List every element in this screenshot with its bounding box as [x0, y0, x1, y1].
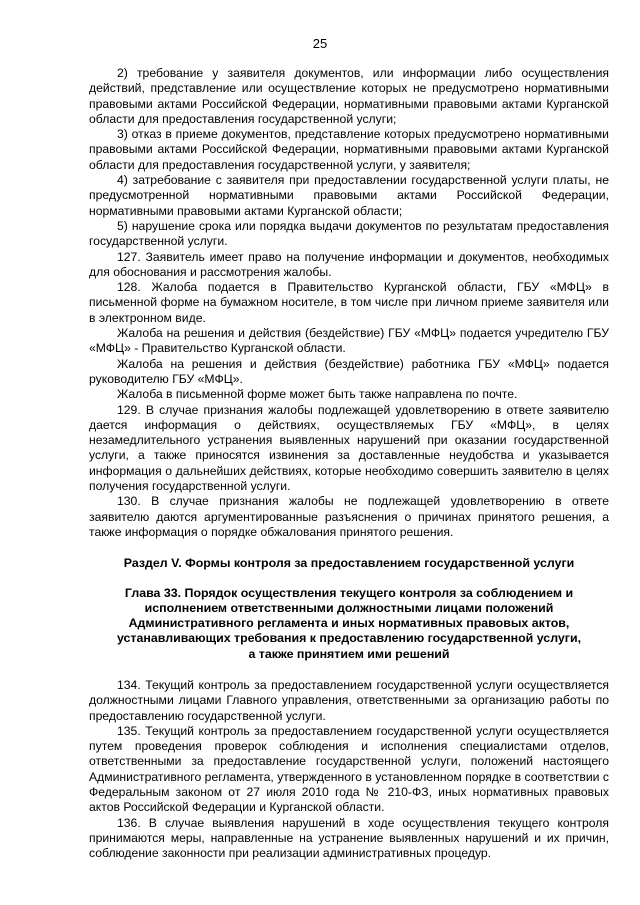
page-number: 25	[312, 36, 328, 51]
paragraph-130: 130. В случае признания жалобы не подлежащей удовлетворению в ответе заявителю даются аргументированные разъяснения о причинах принятого решения, а также информация о порядке обжалования принятого решения.	[89, 494, 609, 539]
paragraph-item-3: 3) отказ в приеме документов, представление которых предусмотрено нормативными правовыми актами Российской Федерации, нормативными правовыми актами Курганской области для предоставления государственной услуги, у заявителя;	[89, 127, 609, 172]
paragraph-128: 128. Жалоба подается в Правительство Курганской области, ГБУ «МФЦ» в письменной форме на бумажном носителе, в том числе при личном приеме заявителя или в электронном виде.	[89, 280, 609, 325]
document-body	[89, 66, 609, 862]
paragraph-129: 129. В случае признания жалобы подлежащей удовлетворению в ответе заявителю дается информация о действиях, осуществляемых ГБУ «МФЦ», в целях незамедлительного устранения выявленных нарушений при оказании государственной услуги, а также приносятся извинения за доставленные неудобства и указывается информация о дальнейших действиях, которые необходимо совершить заявителю в целях получения государственной услуги.	[89, 402, 609, 494]
chapter-heading	[89, 586, 609, 662]
chapter-heading-line: а также принятием ими решений	[248, 646, 450, 661]
paragraph-134: 134. Текущий контроль за предоставлением государственной услуги осуществляется должностными лицами Главного управления, ответственными за организацию работы по предоставлению государственной услуги.	[89, 677, 609, 723]
paragraph-127: 127. Заявитель имеет право на получение информации и документов, необходимых для обоснования и рассмотрения жалобы.	[89, 249, 609, 279]
paragraph-complaint-founder: Жалоба на решения и действия (бездействие) ГБУ «МФЦ» подается учредителю ГБУ «МФЦ» - Правительство Курганской области.	[89, 326, 609, 356]
paragraph-136: 136. В случае выявления нарушений в ходе осуществления текущего контроля принимаются меры, направленные на устранение выявленных нарушений и их причин, соблюдение законности при реализации административных процедур.	[89, 815, 609, 861]
paragraph-item-2: 2) требование у заявителя документов, или информации либо осуществления действий, представление или осуществление которых не предусмотрено нормативными правовыми актами Российской Федерации, нормативными правовыми актами Курганской области для предоставления государственной услуги;	[89, 66, 609, 126]
chapter-heading-line: устанавливающих требования к предоставлению государственной услуги,	[116, 631, 582, 646]
paragraph-complaint-mail: Жалоба в письменной форме может быть также направлена по почте.	[117, 387, 518, 402]
section-heading: Раздел V. Формы контроля за предоставлением государственной услуги	[123, 556, 575, 571]
chapter-heading-line: исполнением ответственными должностными лицами положений	[144, 600, 554, 615]
paragraph-item-4: 4) затребование с заявителя при предоставлении государственной услуги платы, не предусмотренной нормативными правовыми актами Российской Федерации, нормативными правовыми актами Курганской области;	[89, 173, 609, 218]
paragraph-135: 135. Текущий контроль за предоставлением государственной услуги осуществляется путем проведения проверок соблюдения и исполнения специалистами отделов, ответственными за предоставление государственной услуги, положений настоящего Административного регламента, утвержденного в установленном порядке в соответствии с Федеральным законом от 27 июля 2010 года № 210-ФЗ, иных нормативных правовых актов Российской Федерации и Курганской области.	[89, 723, 609, 815]
paragraph-item-5: 5) нарушение срока или порядка выдачи документов по результатам предоставления государственной услуги.	[89, 218, 609, 249]
paragraph-complaint-employee: Жалоба на решения и действия (бездействие) работника ГБУ «МФЦ» подается руководителю ГБУ «МФЦ».	[89, 356, 609, 386]
chapter-heading-line: Глава 33. Порядок осуществления текущего контроля за соблюдением и	[124, 585, 574, 600]
chapter-heading-line: Административного регламента и иных нормативных правовых актов,	[128, 616, 570, 631]
